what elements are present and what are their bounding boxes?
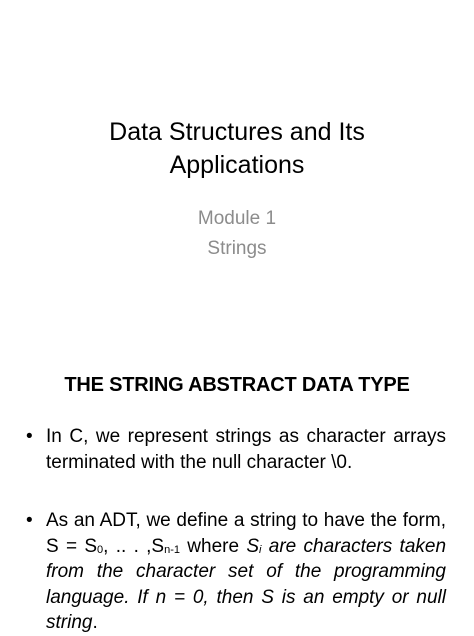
title-line-1: Data Structures and Its	[109, 118, 365, 146]
presentation-subtitle	[0, 204, 474, 264]
subscript-zero: 0	[97, 543, 104, 556]
bullet-marker: •	[26, 510, 33, 531]
content-slide	[0, 338, 474, 632]
adt-ellipsis: , .. . ,S	[103, 535, 165, 557]
bullet-marker: •	[26, 426, 33, 447]
title-line-2: Applications	[169, 151, 305, 179]
subtitle-module: Module 1	[197, 208, 277, 229]
adt-where: where	[180, 535, 247, 557]
subtitle-topic: Strings	[207, 238, 267, 259]
adt-definition: are characters taken from the character set of the programming language. If n = 0, then S is an empty or null string	[46, 535, 447, 633]
section-heading: THE STRING ABSTRACT DATA TYPE	[64, 374, 410, 396]
bullet-text	[46, 508, 446, 636]
presentation-title	[0, 116, 474, 182]
subscript-i: i	[259, 543, 262, 556]
adt-intro: As an ADT, we define a string to have the form, S = S	[46, 510, 446, 557]
symbol-s: S	[246, 535, 260, 557]
subscript-n-minus-1: n-1	[164, 543, 181, 556]
adt-period: .	[92, 612, 98, 633]
bullet-text: In C, we represent strings as character arrays terminated with the null character \0.	[46, 426, 446, 473]
